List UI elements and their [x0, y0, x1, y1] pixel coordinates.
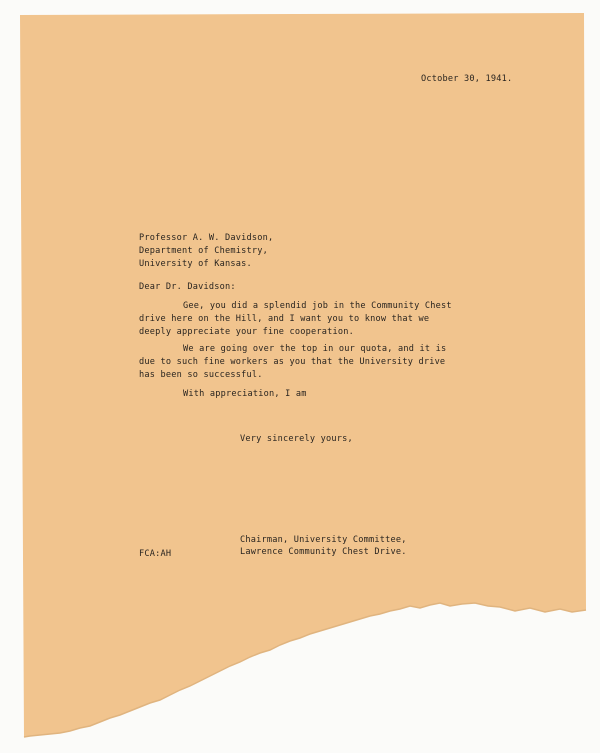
signature-title: Chairman, University Committee, [240, 535, 407, 545]
paragraph-2-line-2: due to such fine workers as you that the University drive [139, 357, 446, 367]
paragraph-2-line-1: We are going over the top in our quota, and it is [183, 344, 447, 354]
reference-initials: FCA:AH [139, 549, 172, 559]
recipient-institution: University of Kansas. [139, 259, 252, 269]
paragraph-2-line-3: has been so successful. [139, 370, 263, 380]
signature-organization: Lawrence Community Chest Drive. [240, 547, 407, 557]
letter-date: October 30, 1941. [421, 74, 513, 84]
closing-line: With appreciation, I am [183, 389, 307, 399]
recipient-department: Department of Chemistry, [139, 246, 268, 256]
paragraph-1-line-2: drive here on the Hill, and I want you to know that we [139, 314, 430, 324]
paragraph-1-line-1: Gee, you did a splendid job in the Community Chest [183, 301, 452, 311]
paragraph-1-line-3: deeply appreciate your fine cooperation. [139, 327, 354, 337]
recipient-name: Professor A. W. Davidson, [139, 233, 274, 243]
complimentary-close: Very sincerely yours, [240, 434, 353, 444]
salutation: Dear Dr. Davidson: [139, 282, 236, 292]
